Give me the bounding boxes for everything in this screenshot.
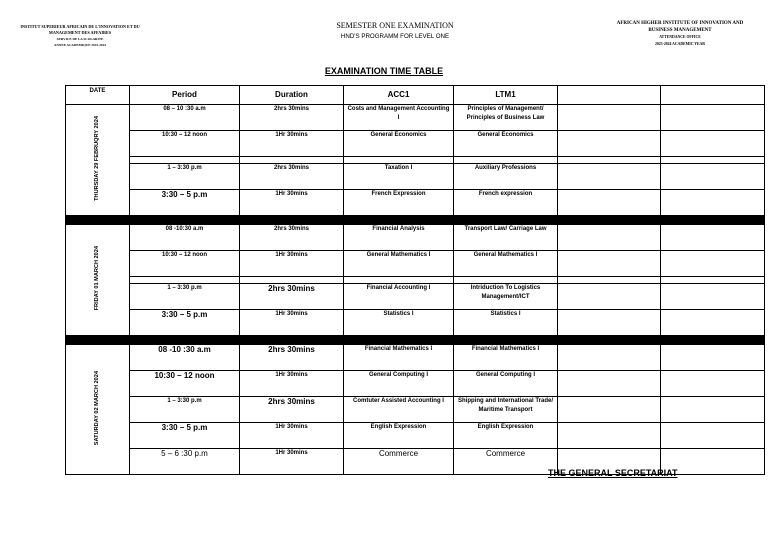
- empty-cell: [661, 225, 765, 251]
- empty-cell: [661, 284, 765, 310]
- empty-cell: [558, 397, 661, 423]
- ltm1-cell: Financial Mathematics I: [454, 345, 558, 371]
- period-cell: 08 – 10 :30 a.m: [130, 105, 240, 131]
- table-row: [66, 225, 765, 251]
- period-cell: 3:30 – 5 p.m: [130, 190, 240, 216]
- empty-cell: [661, 345, 765, 371]
- header-right-institution: [605, 20, 755, 48]
- acc1-cell: Financial Mathematics I: [344, 345, 454, 371]
- duration-cell: 1Hr 30mins: [240, 371, 344, 397]
- exam-timetable: [65, 85, 765, 475]
- day-cell-saturday: [66, 345, 130, 475]
- day-label: THURSDAY 29 FEBRUQRY 2024: [94, 115, 100, 201]
- empty-cell: [661, 371, 765, 397]
- empty-cell: [558, 284, 661, 310]
- ltm1-cell: English Expression: [454, 423, 558, 449]
- table-row: [66, 105, 765, 131]
- header-duration: Duration: [240, 86, 344, 105]
- header-center-exam: [300, 20, 490, 43]
- period-cell: 1 – 3:30 p.m: [130, 284, 240, 310]
- header-acc1: ACC1: [344, 86, 454, 105]
- empty-cell: [661, 251, 765, 277]
- acc1-cell: Taxation I: [344, 164, 454, 190]
- header-empty-2: [661, 86, 765, 105]
- duration-cell: 2hrs 30mins: [240, 164, 344, 190]
- empty-cell: [558, 345, 661, 371]
- ltm1-cell: Principles of Management/ Principles of Business Law: [454, 105, 558, 131]
- duration-cell: 1Hr 30mins: [240, 190, 344, 216]
- acc1-cell: General Economics: [344, 131, 454, 157]
- empty-cell: [558, 131, 661, 157]
- day-cell-friday: [66, 225, 130, 336]
- acc1-cell: Statistics I: [344, 310, 454, 336]
- ltm1-cell: Shipping and International Trade/ Maritime Transport: [454, 397, 558, 423]
- acc1-cell: Financial Accounting I: [344, 284, 454, 310]
- table-row: [66, 310, 765, 336]
- header-left-institution: [10, 24, 150, 48]
- signature-label: THE GENERAL SECRETARIAT: [548, 468, 678, 478]
- header-empty-1: [558, 86, 661, 105]
- empty-cell: [558, 190, 661, 216]
- table-row: [66, 284, 765, 310]
- header-ltm1: LTM1: [454, 86, 558, 105]
- duration-cell: 1Hr 30mins: [240, 423, 344, 449]
- empty-cell: [661, 423, 765, 449]
- header-left-line1: INSTITUT SUPERIEUR AFRICAIN DE L'INNOVATION ET DU: [20, 24, 140, 29]
- day-label: SATURDAY 02 MARCH 2024: [94, 370, 100, 445]
- ltm1-cell: Commerce: [454, 449, 558, 475]
- header-left-line3: SERVICE DE LA SCOLARITE: [56, 37, 104, 41]
- empty-cell: [558, 423, 661, 449]
- empty-cell: [661, 310, 765, 336]
- acc1-cell: General Computing I: [344, 371, 454, 397]
- period-cell: 3:30 – 5 p.m: [130, 423, 240, 449]
- table-row: [66, 371, 765, 397]
- empty-cell: [661, 164, 765, 190]
- header-right-line3: ATTENDANCE OFFICE: [659, 35, 701, 39]
- acc1-cell: Financial Analysis: [344, 225, 454, 251]
- period-cell: 1 – 3:30 p.m: [130, 164, 240, 190]
- empty-cell: [661, 190, 765, 216]
- ltm1-cell: Statistics I: [454, 310, 558, 336]
- acc1-cell: Costs and Management Accounting I: [344, 105, 454, 131]
- table-row: [66, 251, 765, 277]
- period-cell: 10:30 – 12 noon: [130, 371, 240, 397]
- period-cell: 10:30 – 12 noon: [130, 131, 240, 157]
- duration-cell: 2hrs 30mins: [240, 345, 344, 371]
- acc1-cell: English Expression: [344, 423, 454, 449]
- header-center-line1: SEMESTER ONE EXAMINATION: [336, 21, 454, 30]
- empty-cell: [661, 131, 765, 157]
- period-cell: 08 -10 :30 a.m: [130, 345, 240, 371]
- header-right-line2: BUSINESS MANAGEMENT: [648, 28, 712, 33]
- header-left-line2: MANAGEMENT DES AFFAIRES: [48, 30, 112, 35]
- empty-cell: [661, 105, 765, 131]
- table-row: [66, 345, 765, 371]
- empty-cell: [558, 225, 661, 251]
- duration-cell: 2hrs 30mins: [240, 397, 344, 423]
- duration-cell: 2hrs 30mins: [240, 225, 344, 251]
- header-date: DATE: [66, 86, 130, 105]
- duration-cell: 1Hr 30mins: [240, 449, 344, 475]
- empty-cell: [558, 310, 661, 336]
- acc1-cell: General Mathematics I: [344, 251, 454, 277]
- day-separator: [66, 336, 765, 345]
- table-row: [66, 164, 765, 190]
- table-row: [66, 397, 765, 423]
- acc1-cell: French Expression: [344, 190, 454, 216]
- empty-cell: [558, 371, 661, 397]
- header-period: Period: [130, 86, 240, 105]
- table-row: [66, 190, 765, 216]
- ltm1-cell: General Economics: [454, 131, 558, 157]
- header-center-line2: HND'S PROGRAMM FOR LEVEL ONE: [340, 33, 450, 40]
- period-cell: 3:30 – 5 p.m: [130, 310, 240, 336]
- period-cell: 5 – 6 :30 p.m: [130, 449, 240, 475]
- table-row: [66, 423, 765, 449]
- ltm1-cell: General Mathematics I: [454, 251, 558, 277]
- empty-cell: [558, 251, 661, 277]
- table-header-row: [66, 86, 765, 105]
- gap-row: [66, 277, 765, 284]
- ltm1-cell: Transport Law/ Carriage Law: [454, 225, 558, 251]
- header-right-line1: AFRICAN HIGHER INSTITUTE OF INNOVATION AND: [616, 21, 744, 26]
- ltm1-cell: French expression: [454, 190, 558, 216]
- period-cell: 10:30 – 12 noon: [130, 251, 240, 277]
- period-cell: 08 -10:30 a.m: [130, 225, 240, 251]
- duration-cell: 2hrs 30mins: [240, 284, 344, 310]
- empty-cell: [661, 397, 765, 423]
- day-label: FRIDAY 01 MARCH 2024: [94, 246, 100, 311]
- header-left-line4: ANNEE ACADEMIQUE 2023-2024: [54, 43, 106, 47]
- ltm1-cell: General Computing I: [454, 371, 558, 397]
- duration-cell: 1Hr 30mins: [240, 131, 344, 157]
- ltm1-cell: Auxiliary Professions: [454, 164, 558, 190]
- document-title: EXAMINATION TIME TABLE: [324, 66, 444, 76]
- empty-cell: [558, 164, 661, 190]
- table-row: [66, 131, 765, 157]
- day-cell-thursday: [66, 105, 130, 216]
- duration-cell: 2hrs 30mins: [240, 105, 344, 131]
- duration-cell: 1Hr 30mins: [240, 310, 344, 336]
- empty-cell: [558, 105, 661, 131]
- duration-cell: 1Hr 30mins: [240, 251, 344, 277]
- day-separator: [66, 216, 765, 225]
- header-right-line4: 2023-2024 ACADEMIC YEAR: [654, 42, 706, 46]
- acc1-cell: Comtuter Assisted Accounting I: [344, 397, 454, 423]
- ltm1-cell: Intriduction To Logistics Management/ICT: [454, 284, 558, 310]
- gap-row: [66, 157, 765, 164]
- period-cell: 1 – 3:30 p.m: [130, 397, 240, 423]
- acc1-cell: Commerce: [344, 449, 454, 475]
